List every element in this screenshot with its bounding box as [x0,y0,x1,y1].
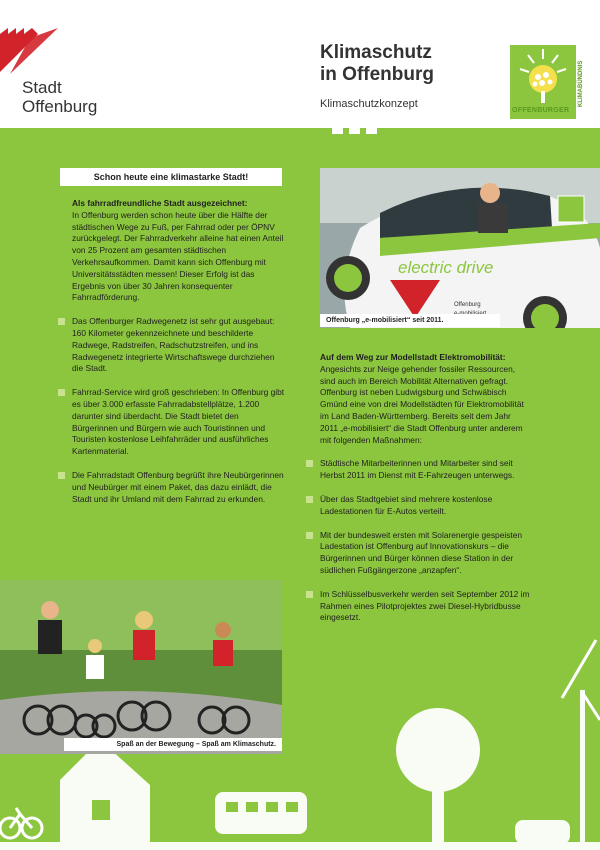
list-item: Fahrrad-Service wird groß geschrieben: In Offenburg gibt es über 3.000 erfasste Fahrradabstellplätze, 1.200 darunter sind überdacht. Die Stadt bietet den Bürgerinnen und Bürgern wie auch Touristinnen und Touristen kostenlose Leihfahrräder und ausführliches Kartenmaterial. [72,387,286,458]
car-icon [515,820,570,844]
section-heading: Schon heute eine klimastarke Stadt! [60,168,282,186]
city-logo-icon [0,28,60,76]
emobility-lead-text: Angesichts zur Neige gehender fossiler Ressourcen, sind auch im Bereich Mobilität Alternativen gefragt. Offenburg ist neben Ludwigsburg und Schwäbisch Gmünd eine von drei Modellstädten für Elektromobilität im Land Baden-Württemberg. Bereits seit dem Jahr 2011 „e-mobilisiert“ die Stadt Offenburg unter anderem mit folgenden Maßnahmen: [320,363,524,445]
car-sticker-text: Offenburg [454,302,481,308]
bullet-icon [58,318,65,325]
photo-caption: Offenburg „e-mobilisiert“ seit 2011. [320,314,500,327]
page-header [0,0,600,128]
list-item: Über das Stadtgebiet sind mehrere kostenlose Ladestationen für E-Autos verteilt. [320,494,530,518]
klimabuendnis-vertical-label: KLIMABÜNDNIS [578,60,584,107]
bullet-icon [306,496,313,503]
photo-caption: Spaß an der Bewegung – Spaß am Klimaschutz. [64,738,282,751]
wind-turbine-icon [580,690,585,850]
electric-car-photo [320,168,600,328]
car-door-text: electric drive [398,258,494,277]
bus-icon [215,792,307,834]
bullet-icon [306,532,313,539]
bullet-icon [58,389,65,396]
list-item: Das Offenburger Radwegenetz ist sehr gut ausgebaut: 160 Kilometer gekennzeichnete und beschilderte Radwege, Radstreifen, Radschutzstreifen, und ins Radwegenetz integrierte Wirtschaftswege durchziehen die Stadt. [72,316,286,375]
family-cycling-photo [0,580,282,754]
list-item: Städtische Mitarbeiterinnen und Mitarbeiter sind seit Herbst 2011 im Dienst mit E-Fahrzeugen unterwegs. [320,458,530,482]
emobility-paragraph [320,352,530,446]
list-item: Mit der bundesweit ersten mit Solarenergie gespeisten Ladestation ist Offenburg auf Innovationskurs – die Bürgerinnen und Bürger können diese Station in der südlichen Fußgängerzone „anzapfen“. [320,530,530,577]
house-icon [60,740,150,850]
list-item: Die Fahrradstadt Offenburg begrüßt ihre Neubürgerinnen und Neubürger mit einem Paket, das dazu einlädt, die Stadt und ihr Umland mit dem Fahrrad zu erkunden. [72,470,286,505]
left-text-column [72,198,286,517]
cycling-lead-text: In Offenburg werden schon heute über die Hälfte der städtischen Wege zu Fuß, per Fahrrad oder per ÖPNV zurückgelegt. Der Fahrradverkehr alleine hat einen Anteil von 25 Prozent am gesamten städtischen Verkehrsaufkommen. Damit kann sich Offenburg mit Universitätsstädten messen! Dieser Erfolg ist das Ergebnis von über 30 Jahren konsequenter Fahrradförderung. [72,209,284,303]
tree-icon [396,708,480,792]
page-subtitle: Klimaschutzkonzept [320,98,418,110]
cycling-lead-title: Als fahrradfreundliche Stadt ausgezeichnet: [72,198,248,208]
list-item: Im Schlüsselbusverkehr werden seit September 2012 im Rahmen eines Pilotprojektes zwei Diesel-Hybridbusse eingesetzt. [320,589,530,624]
emobility-lead-title: Auf dem Weg zur Modellstadt Elektromobilität: [320,352,506,362]
cycling-paragraph [72,198,286,304]
header-bars [332,122,377,134]
page-title: Klimaschutz in Offenburg [320,42,434,85]
right-text-column [320,352,530,636]
bullet-icon [306,591,313,598]
klimabuendnis-caption: OFFENBURGER [512,107,570,114]
city-name: Stadt Offenburg [22,78,98,116]
bullet-icon [58,472,65,479]
bullet-icon [306,460,313,467]
